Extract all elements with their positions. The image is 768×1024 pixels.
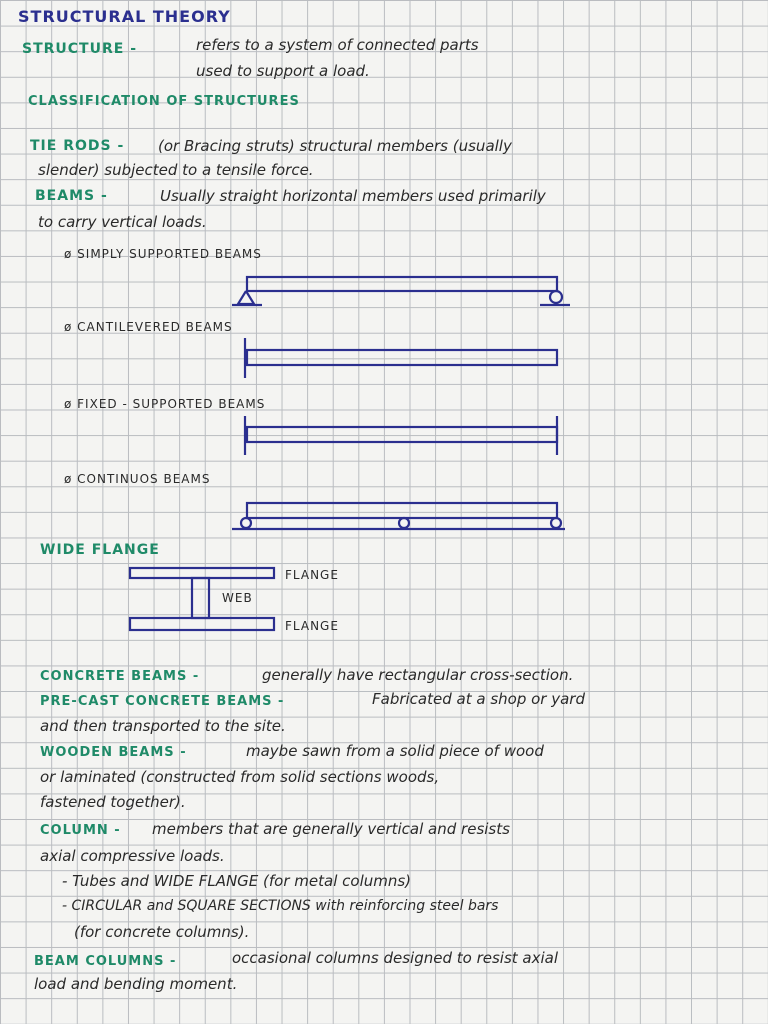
beam-type-continuous: ø CONTINUOS BEAMS — [64, 472, 211, 486]
page-title: STRUCTURAL THEORY — [18, 7, 231, 26]
simply-supported-beam-diagram — [232, 277, 570, 305]
wooden-beams-def-line2: or laminated (constructed from solid sections woods, — [40, 768, 440, 786]
column-bullet-concrete: - CIRCULAR and SQUARE SECTIONS with reinforcing steel bars — [62, 898, 499, 914]
column-def-line2: axial compressive loads. — [40, 847, 225, 865]
beams-def-line2: to carry vertical loads. — [38, 213, 207, 231]
precast-term: PRE-CAST CONCRETE BEAMS - — [40, 694, 285, 709]
tie-rods-def-line1: (or Bracing struts) structural members (usually — [158, 137, 512, 155]
cantilevered-beam-diagram — [245, 338, 557, 378]
fixed-supported-beam-diagram — [245, 416, 557, 455]
wide-flange-heading: WIDE FLANGE — [40, 542, 160, 558]
concrete-beams-term: CONCRETE BEAMS - — [40, 669, 200, 684]
precast-def-line1: Fabricated at a shop or yard — [372, 690, 585, 708]
web-label: WEB — [222, 591, 253, 605]
beam-type-simply-supported: ø SIMPLY SUPPORTED BEAMS — [64, 247, 262, 261]
precast-def-line2: and then transported to the site. — [40, 717, 286, 735]
flange-bottom-label: FLANGE — [285, 619, 339, 633]
continuous-beam-diagram — [232, 503, 565, 529]
structure-term: STRUCTURE - — [22, 41, 138, 57]
tie-rods-term: TIE RODS - — [30, 138, 125, 154]
beam-columns-def-line2: load and bending moment. — [34, 975, 238, 993]
beams-def-line1: Usually straight horizontal members used primarily — [160, 187, 546, 205]
beam-columns-def-line1: occasional columns designed to resist axial — [232, 949, 559, 967]
column-bullet-concrete-cont: (for concrete columns). — [74, 923, 250, 941]
beam-type-cantilevered: ø CANTILEVERED BEAMS — [64, 320, 233, 334]
beam-type-fixed-supported: ø FIXED - SUPPORTED BEAMS — [64, 397, 266, 411]
concrete-beams-def-line1: generally have rectangular cross-section. — [262, 666, 574, 684]
wooden-beams-term: WOODEN BEAMS - — [40, 745, 187, 760]
classification-heading: CLASSIFICATION OF STRUCTURES — [28, 94, 300, 109]
structure-def-line1: refers to a system of connected parts — [196, 36, 479, 54]
beams-term: BEAMS - — [35, 188, 108, 204]
flange-top-label: FLANGE — [285, 568, 339, 582]
column-def-line1: members that are generally vertical and resists — [152, 820, 510, 838]
wooden-beams-def-line3: fastened together). — [40, 793, 186, 811]
column-term: COLUMN - — [40, 823, 121, 838]
beam-columns-term: BEAM COLUMNS - — [34, 954, 177, 969]
structure-def-line2: used to support a load. — [196, 62, 370, 80]
wooden-beams-def-line1: maybe sawn from a solid piece of wood — [246, 742, 544, 760]
tie-rods-def-line2: slender) subjected to a tensile force. — [38, 161, 314, 179]
column-bullet-metal: - Tubes and WIDE FLANGE (for metal columns) — [62, 872, 412, 890]
